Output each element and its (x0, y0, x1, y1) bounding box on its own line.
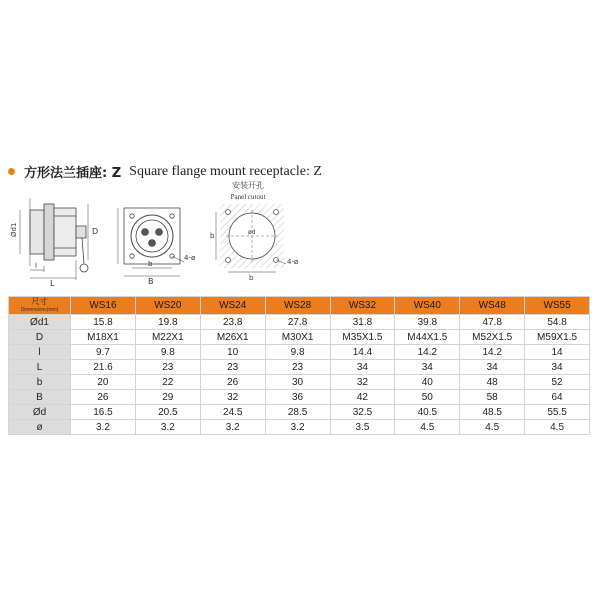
table-cell: 34 (330, 360, 395, 375)
table-cell: 3.5 (330, 420, 395, 435)
column-header: WS16 (71, 297, 136, 315)
table-cell: 3.2 (71, 420, 136, 435)
table-cell: 27.8 (265, 315, 330, 330)
table-cell: 14.2 (395, 345, 460, 360)
table-cell: 47.8 (460, 315, 525, 330)
table-cell: M30X1 (265, 330, 330, 345)
table-cell: 39.8 (395, 315, 460, 330)
table-cell: 32 (330, 375, 395, 390)
table-cell: 10 (200, 345, 265, 360)
table-cell: M52X1.5 (460, 330, 525, 345)
table-cell: 20.5 (135, 405, 200, 420)
table-cell: 14 (525, 345, 590, 360)
table-cell: 32.5 (330, 405, 395, 420)
table-cell: 30 (265, 375, 330, 390)
column-header: WS40 (395, 297, 460, 315)
corner-cn: 尺寸 (31, 296, 48, 306)
table-cell: M22X1 (135, 330, 200, 345)
table-row (9, 360, 590, 375)
table-cell: 4.5 (525, 420, 590, 435)
column-header: WS24 (200, 297, 265, 315)
cutout-label-holes: 4-ø (287, 258, 299, 266)
table-cell: 20 (71, 375, 136, 390)
table-cell: 3.2 (265, 420, 330, 435)
cutout-title-cn: 安装开孔 (232, 181, 264, 190)
corner-header (9, 297, 71, 315)
table-cell: 23.8 (200, 315, 265, 330)
table-cell: 52 (525, 375, 590, 390)
cutout-label-d: ød (248, 229, 256, 236)
table-cell: 15.8 (71, 315, 136, 330)
column-header: WS48 (460, 297, 525, 315)
table-cell: 28.5 (265, 405, 330, 420)
label-front-b: b (148, 260, 153, 268)
table-cell: 24.5 (200, 405, 265, 420)
table-cell: 48.5 (460, 405, 525, 420)
table-cell: 9.7 (71, 345, 136, 360)
label-d1: Ød1 (10, 222, 18, 237)
table-cell: 22 (135, 375, 200, 390)
row-header: L (9, 360, 71, 375)
table-header-row (9, 297, 590, 315)
table-cell: 3.2 (200, 420, 265, 435)
table-cell: 26 (200, 375, 265, 390)
table-cell: 23 (265, 360, 330, 375)
row-header: Ød (9, 405, 71, 420)
table-cell: 4.5 (395, 420, 460, 435)
table-cell: 14.2 (460, 345, 525, 360)
side-view (20, 198, 88, 280)
table-cell: 55.5 (525, 405, 590, 420)
table-cell: 29 (135, 390, 200, 405)
table-cell: 34 (525, 360, 590, 375)
label-L: L (50, 279, 55, 288)
table-cell: 48 (460, 375, 525, 390)
table-cell: 9.8 (135, 345, 200, 360)
label-l: l (35, 262, 37, 270)
table-cell: 9.8 (265, 345, 330, 360)
heading-cn: 方形法兰插座: Z (24, 166, 122, 181)
table-cell: 34 (395, 360, 460, 375)
table-cell: 3.2 (135, 420, 200, 435)
table-row (9, 375, 590, 390)
cutout-title-en: Panel cutout (230, 193, 266, 201)
column-header: WS55 (525, 297, 590, 315)
column-header: WS32 (330, 297, 395, 315)
section-heading (8, 162, 588, 181)
table-cell: 36 (265, 390, 330, 405)
table-cell: 23 (135, 360, 200, 375)
table-cell: M59X1.5 (525, 330, 590, 345)
table-row (9, 315, 590, 330)
row-header: Ød1 (9, 315, 71, 330)
row-header: ø (9, 420, 71, 435)
table-row (9, 345, 590, 360)
table-cell: 21.6 (71, 360, 136, 375)
heading-en: Square flange mount receptacle: Z (129, 163, 322, 179)
table-cell: 58 (460, 390, 525, 405)
table-cell: 14.4 (330, 345, 395, 360)
panel-cutout (216, 204, 286, 272)
label-front-B: B (148, 277, 154, 286)
table-cell: 42 (330, 390, 395, 405)
table-row (9, 420, 590, 435)
row-header: D (9, 330, 71, 345)
cutout-label-b-horizontal: b (249, 274, 254, 282)
dimensions-table (8, 296, 590, 435)
table-cell: M44X1.5 (395, 330, 460, 345)
table-cell: 19.8 (135, 315, 200, 330)
corner-en: Dimensions(mm) (20, 306, 59, 313)
table-row (9, 390, 590, 405)
technical-drawing (8, 180, 328, 290)
cutout-label-b-vertical: b (210, 232, 215, 240)
row-header: b (9, 375, 71, 390)
table-cell: 26 (71, 390, 136, 405)
table-cell: 40 (395, 375, 460, 390)
table-cell: 16.5 (71, 405, 136, 420)
table-cell: 50 (395, 390, 460, 405)
table-cell: M18X1 (71, 330, 136, 345)
table-cell: 32 (200, 390, 265, 405)
label-D: D (92, 227, 99, 236)
table-row (9, 330, 590, 345)
table-cell: 54.8 (525, 315, 590, 330)
row-header: l (9, 345, 71, 360)
table-cell: M35X1.5 (330, 330, 395, 345)
label-front-holes: 4-ø (184, 254, 196, 262)
table-cell: 4.5 (460, 420, 525, 435)
column-header: WS28 (265, 297, 330, 315)
bullet-dot-icon (8, 168, 15, 175)
table-cell: 64 (525, 390, 590, 405)
table-cell: 23 (200, 360, 265, 375)
table-cell: 40.5 (395, 405, 460, 420)
table-cell: M26X1 (200, 330, 265, 345)
column-header: WS20 (135, 297, 200, 315)
table-cell: 34 (460, 360, 525, 375)
table-row (9, 405, 590, 420)
table-cell: 31.8 (330, 315, 395, 330)
row-header: B (9, 390, 71, 405)
